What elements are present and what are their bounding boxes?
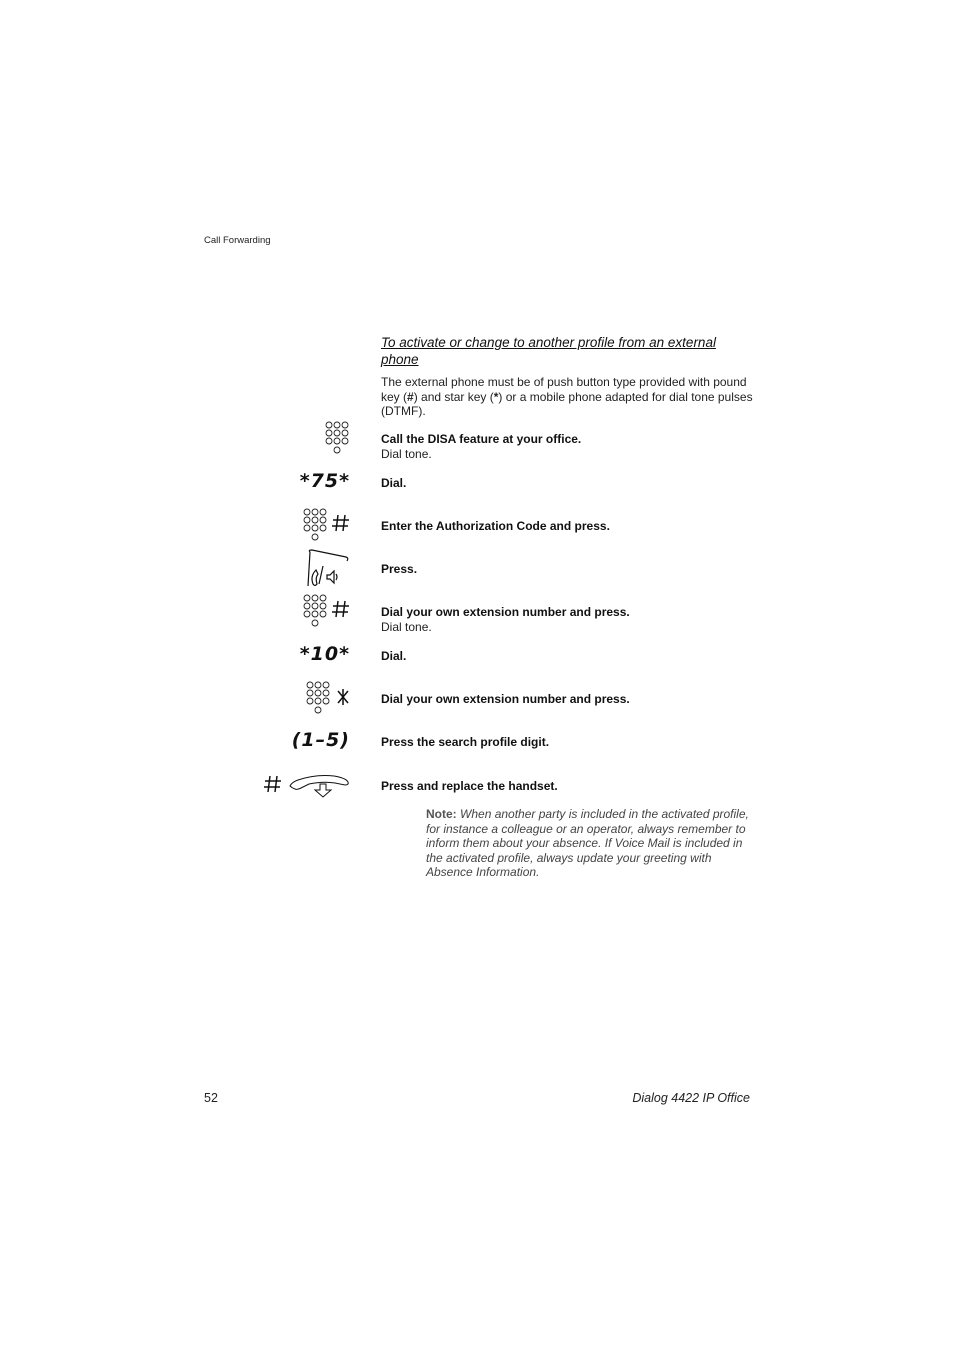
step-5-title: Dial your own extension number and press. [381, 605, 630, 619]
step-4 [381, 562, 753, 577]
dial-code-10 [250, 643, 350, 669]
dial-code-75 [250, 470, 350, 496]
product-name: Dialog 4422 IP Office [632, 1091, 750, 1105]
handset-speaker-key-icon [250, 548, 350, 592]
step-1-title: Call the DISA feature at your office. [381, 432, 582, 446]
keypad-pound-icon [250, 507, 350, 551]
step-7 [381, 692, 753, 707]
dial-code-range [250, 729, 350, 755]
keypad-star-icon [250, 680, 350, 724]
procedure-title: To activate or change to another profile from an external phone [381, 335, 716, 367]
code-10-text: *10* [299, 643, 350, 665]
step-2-title: Dial. [381, 476, 407, 490]
note-text: When another party is included in the activated profile, for instance a colleague or an operator, always remember to inform them about your absence. If Voice Mail is included in the activated profile, always update your greeting with Absence Information. [426, 807, 749, 880]
note-label: Note: [426, 807, 457, 821]
page-number: 52 [204, 1091, 218, 1105]
step-7-title: Dial your own extension number and press. [381, 692, 630, 706]
step-5 [381, 605, 753, 635]
step-4-title: Press. [381, 562, 418, 576]
step-6 [381, 649, 753, 664]
step-6-title: Dial. [381, 649, 407, 663]
step-1-sub: Dial tone. [381, 447, 432, 461]
step-8-title: Press the search profile digit. [381, 735, 550, 749]
pound-key-glyph: # [407, 389, 414, 404]
code-75-text: *75* [299, 470, 350, 492]
step-9 [381, 779, 753, 794]
step-2 [381, 476, 753, 491]
note-block [426, 807, 752, 880]
pound-replace-handset-icon [262, 770, 352, 800]
keypad-icon [250, 420, 350, 464]
step-9-title: Press and replace the handset. [381, 779, 558, 793]
keypad-pound-icon [250, 593, 350, 637]
step-8 [381, 735, 753, 750]
section-label: Call Forwarding [204, 235, 271, 246]
intro-paragraph: The external phone must be of push button type provided with pound key (#) and star key (*) or a mobile phone adapted for dial tone pulses (DTMF). [381, 375, 753, 419]
step-3-title: Enter the Authorization Code and press. [381, 519, 610, 533]
code-range-text: (1–5) [291, 729, 350, 751]
step-5-sub: Dial tone. [381, 620, 432, 634]
star-key-glyph: * [493, 389, 499, 404]
step-1 [381, 432, 753, 462]
step-3 [381, 519, 753, 534]
